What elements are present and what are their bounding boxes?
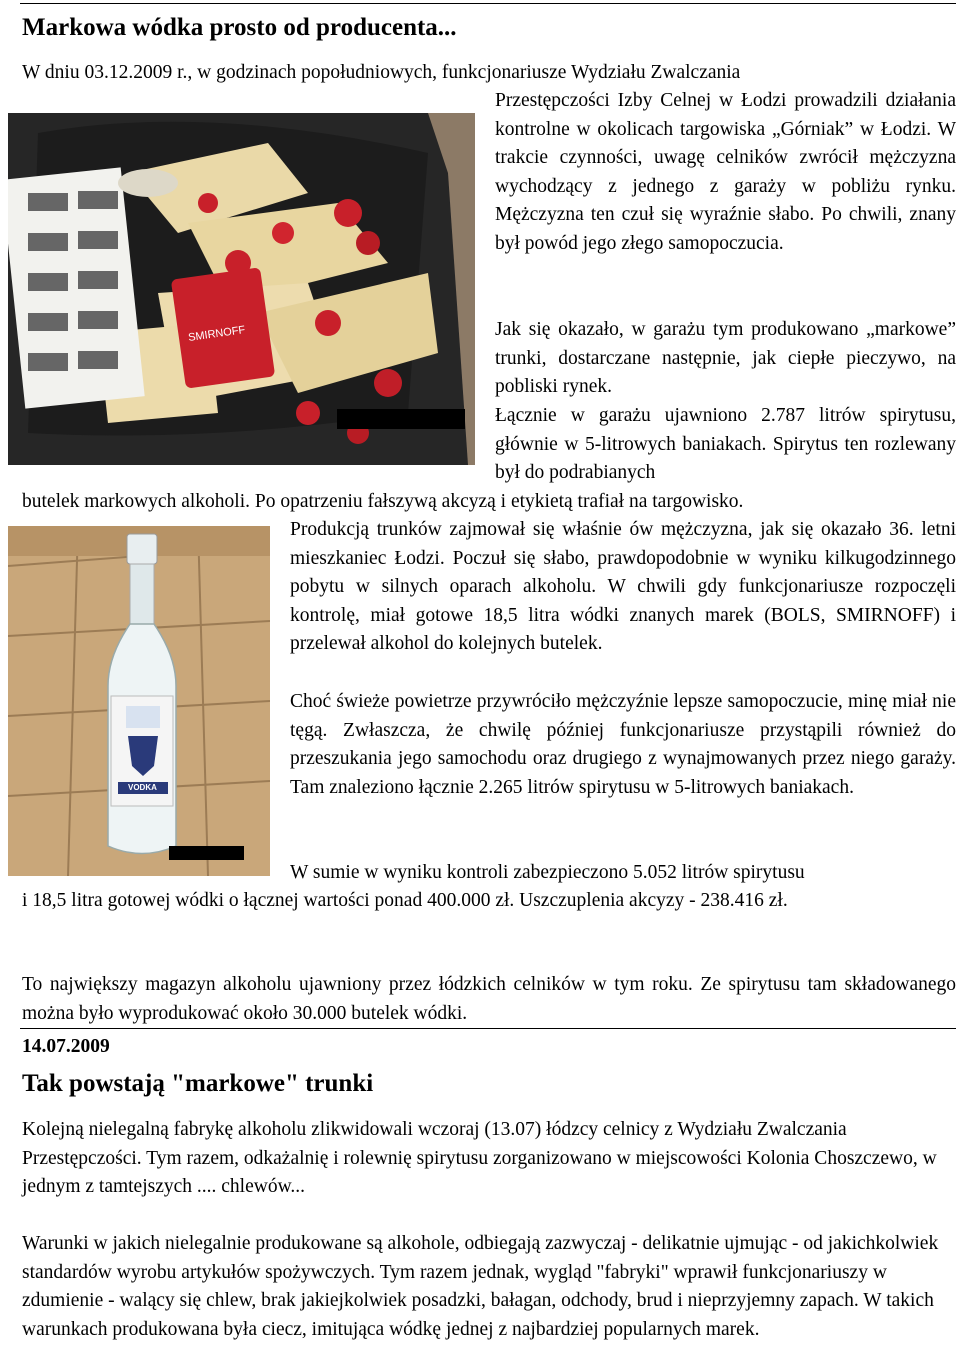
article-title: Markowa wódka prosto od producenta...	[22, 14, 457, 41]
article2-p2: Warunki w jakich nielegalnie produkowane są alkohole, odbiegają zazwyczaj - delikatnie ujmując - od jakichkolwiek standardów wyrobu artykułów spożywczych. Tym razem jednak, wygląd "fabryki" wprawił funkcjonariuszy w zdumienie - walący się chlew, brak jakiejkolwiek posadzki, bałagan, odchody, brud i nieprzyjemny zapach. W takich warunkach produkowana była ciecz, imitująca wódkę jednej z najbardziej popularnych marek.	[22, 1233, 939, 1340]
after-photo2: i 18,5 litra gotowej wódki o łącznej wartości ponad 400.000 zł. Uszczuplenia akcyzy - 238.416 zł.	[22, 890, 788, 911]
beside-photo1-p3: Łącznie w garażu ujawniono 2.787 litrów spirytusu, głównie w 5-litrowych baniakach. Spirytus ten rozlewany był do podrabianych	[495, 405, 956, 484]
separator-rule	[20, 1028, 956, 1029]
redaction-bar	[337, 409, 465, 429]
article2-date: 14.07.2009	[22, 1036, 110, 1057]
article2-p1: Kolejną nielegalną fabrykę alkoholu zlikwidowali wczoraj (13.07) łódzcy celnicy z Wydziału Zwalczania Przestępczości. Tym razem, odkażalnię i rolewnię spirytusu zorganizowano w miejscowości Kolonia Choszczewo, w jednym z tamtejszych .... chlewów...	[22, 1119, 937, 1198]
article2-title: Tak powstają "markowe" trunki	[22, 1070, 374, 1097]
beside-photo2-p1: Produkcją trunków zajmował się właśnie ów mężczyzna, jak się okazało 36. letni mieszkaniec Łodzi. Poczuł się słabo, prawdopodobnie w wyniku kilkugodzinnego pobytu w silnych oparach alkoholu. W chwili gdy funkcjonariusze rozpoczęli kontrolę, miał gotowe 18,5 litra wódki znanych marek (BOLS, SMIRNOFF) i przelewał alkohol do kolejnych butelek.	[290, 519, 956, 655]
vodka-label-text: VODKA	[128, 783, 157, 792]
beside-photo1-p2: Jak się okazało, w garażu tym produkowano „markowe” trunki, dostarczane następnie, jak ciepłe pieczywo, na pobliski rynek.	[495, 319, 956, 398]
photo-vodka-bottle	[8, 526, 270, 876]
closing-paragraph: To największy magazyn alkoholu ujawniony przez łódzkich celników w tym roku. Ze spirytusu tam składowanego można było wyprodukować około 30.000 butelek wódki.	[22, 974, 956, 1024]
bottle-photo-icon	[8, 526, 270, 876]
intro-line: W dniu 03.12.2009 r., w godzinach popołudniowych, funkcjonariusze Wydziału Zwalczania	[22, 62, 741, 83]
beside-photo2-p3: W sumie w wyniku kontroli zabezpieczono 5.052 litrów spirytusu	[290, 862, 805, 883]
smirnoff-label-text: SMIRNOFF	[187, 324, 247, 344]
full-width-line: butelek markowych alkoholi. Po opatrzeniu fałszywą akcyzą i etykietą trafiał na targowisko.	[22, 491, 744, 512]
beside-photo2-p2: Choć świeże powietrze przywróciło mężczyźnie lepsze samopoczucie, minę miał nie tęgą. Zwłaszcza, że chwilę później funkcjonariusze przystąpili również do przeszukania jego samochodu oraz drugiego z wynajmowanych przez niego garaży. Tam znaleziono łącznie 2.265 litrów spirytusu w 5-litrowych baniakach.	[290, 691, 956, 798]
beside-photo1-p1: Przestępczości Izby Celnej w Łodzi prowadzili działania kontrolne w okolicach targowiska „Górniak” w Łodzi. W trakcie czynności, uwagę celników zwrócił mężczyzna wychodzący z jednego z garaży w pobliżu rynku. Mężczyzna ten czuł się wyraźnie słabo. Po chwili, znany był powód jego złego samopoczucia.	[495, 90, 956, 254]
redaction-bar-2	[169, 846, 244, 860]
top-rule	[20, 3, 956, 4]
